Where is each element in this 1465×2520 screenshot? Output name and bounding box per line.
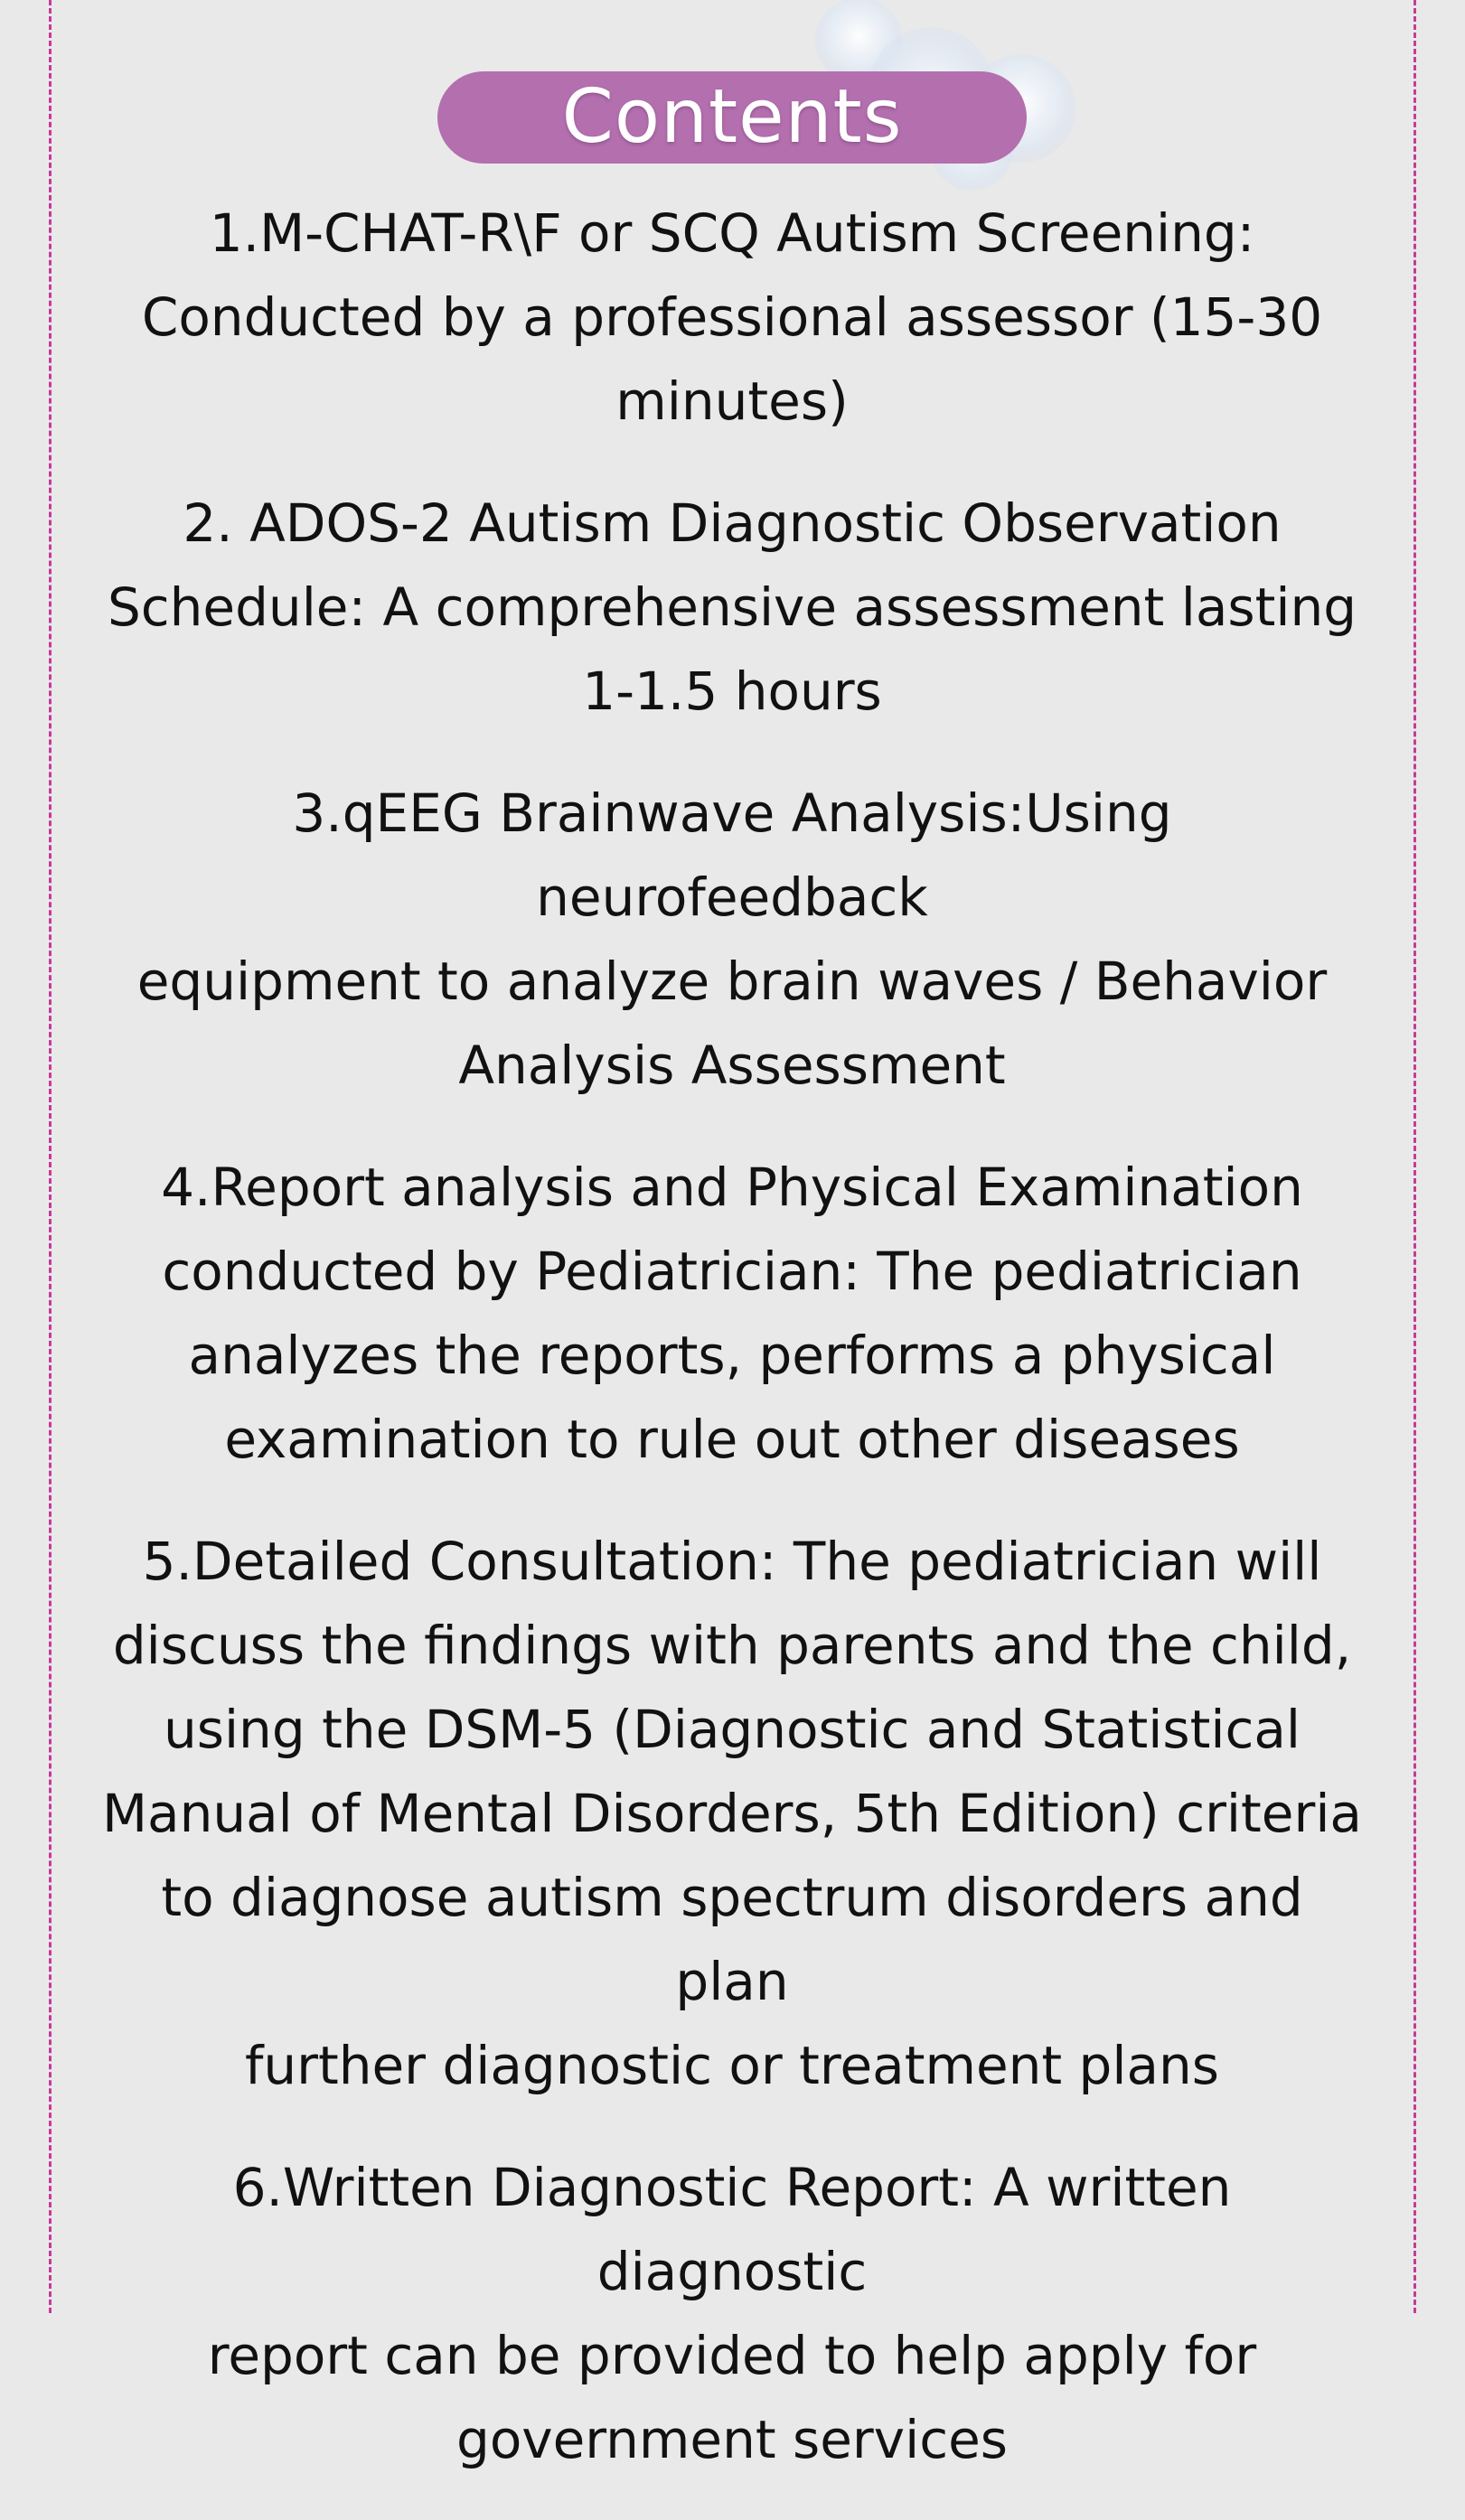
page-title: Contents xyxy=(561,74,903,160)
list-item: 5.Detailed Consultation: The pediatrician will discuss the findings with parents and the child, using the DSM-5 (Diagnostic and Statistical Manual of Mental Disorders, 5th Edition) criteria to diagnose autism spectrum disorders and plan further diagnostic or treatment plans xyxy=(102,1531,1362,2096)
list-item: 4.Report analysis and Physical Examination conducted by Pediatrician: The pediatrician analyzes the reports, performs a physical examination to rule out other diseases xyxy=(161,1157,1303,1470)
list-item: 3.qEEG Brainwave Analysis:Using neurofeedback equipment to analyze brain waves / Behavior Analysis Assessment xyxy=(136,782,1328,1096)
right-dashed-border xyxy=(1413,0,1416,2313)
contents-list xyxy=(101,192,1363,2520)
list-item: 6.Written Diagnostic Report: A written diagnostic report can be provided to help apply for government services xyxy=(207,2157,1257,2470)
list-item: 2. ADOS-2 Autism Diagnostic Observation Schedule: A comprehensive assessment lasting 1-1.5 hours xyxy=(107,492,1357,722)
contents-title-pill xyxy=(437,71,1027,164)
left-dashed-border xyxy=(49,0,52,2313)
list-item: 1.M-CHAT-R\F or SCQ Autism Screening: Conducted by a professional assessor (15-30 minutes) xyxy=(141,202,1323,432)
